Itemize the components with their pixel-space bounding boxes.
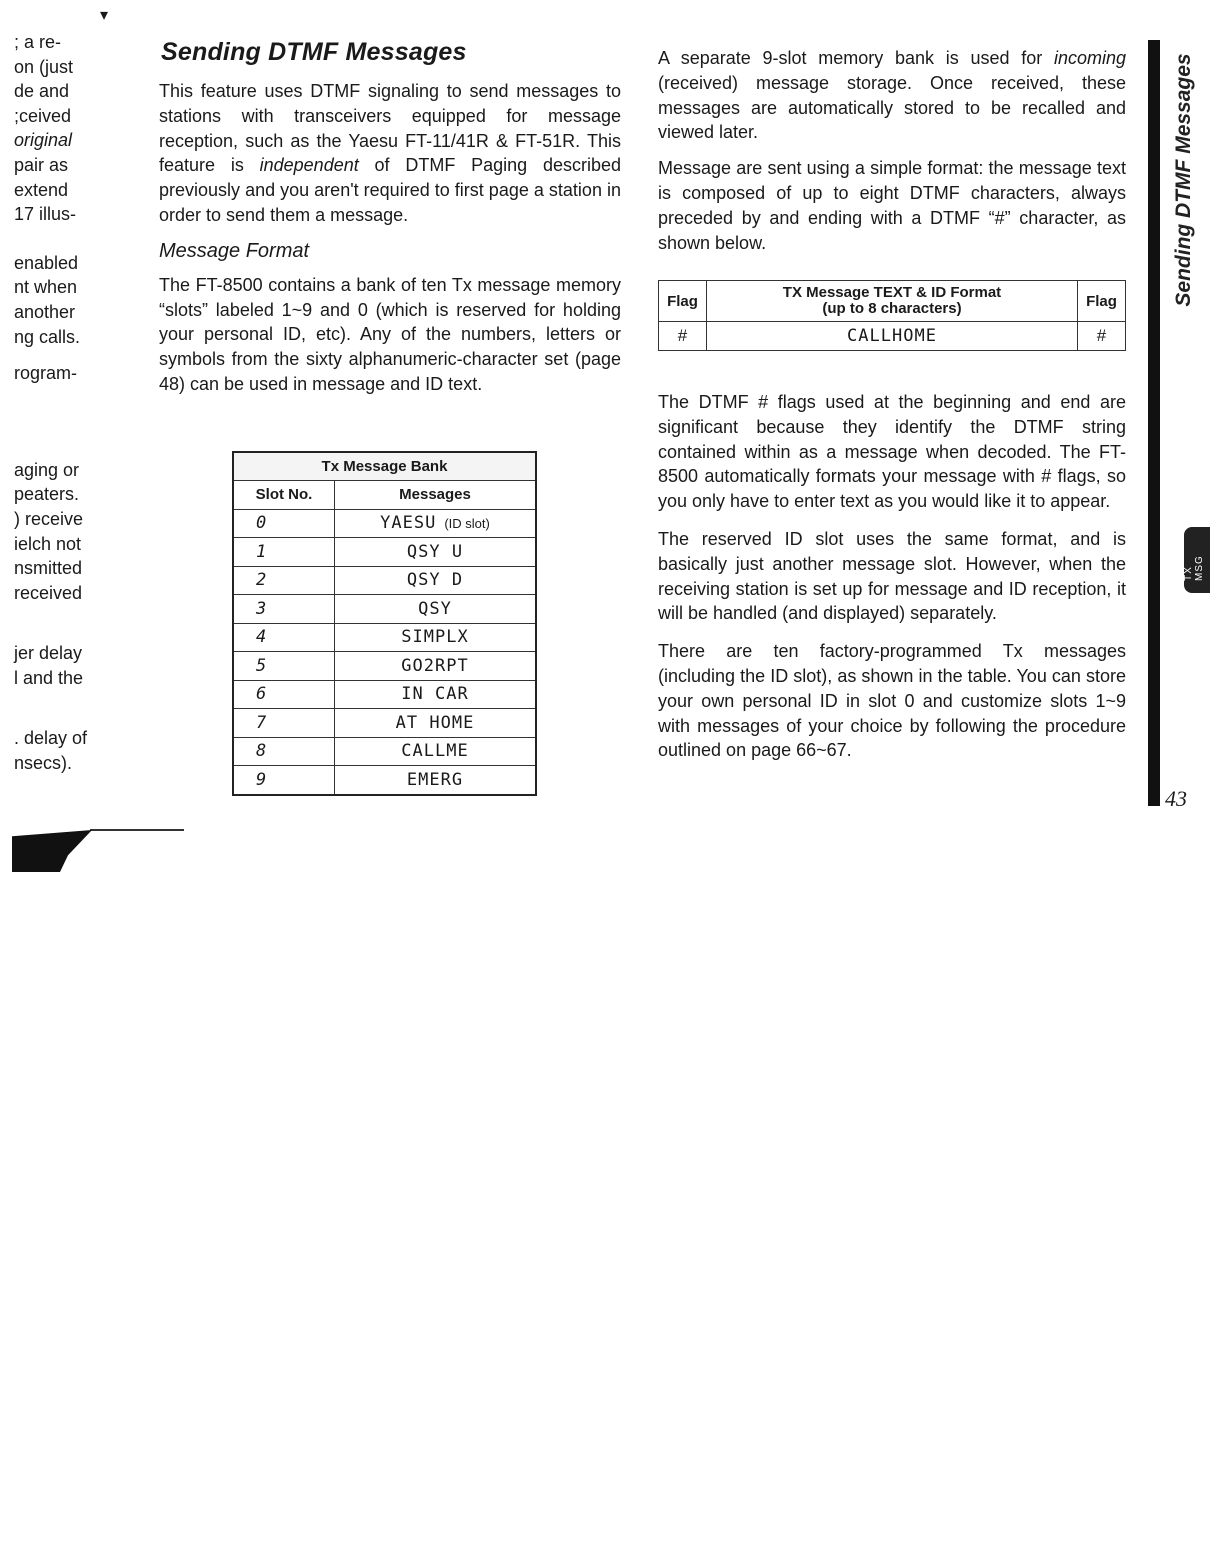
- chapter-tab-marker: TX MSG: [1184, 527, 1210, 593]
- left-line: ; a re-: [14, 32, 62, 52]
- section-side-bar: [1148, 40, 1160, 806]
- message-cell: QSY: [335, 595, 537, 624]
- slot-number: 3: [233, 595, 335, 624]
- format-header: TX Message TEXT & ID Format (up to 8 characters): [707, 281, 1078, 322]
- subheading: Message Format: [159, 239, 310, 262]
- left-line: l and the: [14, 667, 84, 688]
- slot-number: 1: [233, 538, 335, 567]
- left-line: de and: [14, 81, 70, 102]
- left-line: extend: [14, 179, 69, 200]
- left-line: . delay of: [14, 728, 88, 749]
- message-cell: QSY D: [335, 566, 537, 595]
- left-line: nsmitted: [14, 558, 83, 579]
- flag-hash-right: #: [1078, 322, 1126, 351]
- left-column-fragment: [14, 30, 114, 776]
- left-line: on (just: [14, 56, 74, 77]
- section-title: Sending DTMF Messages: [161, 38, 467, 66]
- left-line: received: [14, 582, 83, 603]
- middle-column: [159, 38, 621, 397]
- left-line: ) receive: [14, 508, 84, 529]
- intro-paragraph: This feature uses DTMF signaling to send messages to stations with transceivers equipped for message reception, such as the Yaesu FT-11/41R & FT-51R. This feature is independent of DTMF Paging described previously and you aren't required to first page a station in order to send them a message.: [159, 81, 621, 225]
- slot-number: 4: [233, 623, 335, 652]
- slot-number: 7: [233, 709, 335, 738]
- message-cell: AT HOME: [335, 709, 537, 738]
- table-row: [233, 652, 536, 681]
- left-line: ;ceived: [14, 105, 72, 126]
- column-header-slot: Slot No.: [233, 481, 335, 510]
- flags-paragraph: The DTMF # flags used at the beginning and end are significant because they identify the DTMF string contained within as a message when decoded. The FT-8500 automatically formats your message with # flags, so you only have to enter text as you would like it to appear.: [658, 392, 1126, 512]
- slot-number: 8: [233, 737, 335, 766]
- right-column-bottom: [658, 390, 1126, 776]
- tx-message-bank-table: [232, 451, 537, 796]
- table-row: [233, 709, 536, 738]
- divider: [90, 829, 184, 831]
- factory-messages-paragraph: There are ten factory-programmed Tx messages (including the ID slot), as shown in the table. You can store your own personal ID in slot 0 and customize slots 1~9 with messages of your choice by following the procedure outlined on page 66~67.: [658, 641, 1126, 761]
- table-row: [233, 509, 536, 538]
- table-row: [233, 766, 536, 795]
- example-message: CALLHOME: [707, 322, 1078, 351]
- id-slot-paragraph: The reserved ID slot uses the same format, and is basically just another message slot. However, when the receiving station is set up for message and ID reception, it will be handled (and displayed) separately.: [658, 528, 1126, 624]
- column-header-messages: Messages: [335, 481, 537, 510]
- message-cell: SIMPLX: [335, 623, 537, 652]
- left-line: enabled: [14, 252, 79, 273]
- message-cell: IN CAR: [335, 680, 537, 709]
- format-description-paragraph: Message are sent using a simple format: the message text is composed of up to eight DTMF characters, always preceded by and ending with a DTMF “#” character, as shown below.: [658, 158, 1126, 253]
- side-section-title: Sending DTMF Messages: [1172, 53, 1195, 307]
- message-cell: CALLME: [335, 737, 537, 766]
- left-line: jer delay: [14, 643, 83, 664]
- slot-number: 9: [233, 766, 335, 795]
- left-line: aging or: [14, 459, 80, 480]
- table-row: [233, 566, 536, 595]
- table-row: [233, 538, 536, 567]
- table-row: [233, 737, 536, 766]
- id-slot-note: (ID slot): [444, 516, 490, 532]
- table-row: [233, 623, 536, 652]
- message-cell: YAESU (ID slot): [335, 509, 537, 538]
- slot-number: 0: [233, 509, 335, 538]
- left-line: ng calls.: [14, 326, 81, 347]
- left-line: nt when: [14, 277, 78, 298]
- left-line: another: [14, 301, 76, 322]
- table-caption: Tx Message Bank: [233, 452, 536, 481]
- right-column-top: [658, 46, 1126, 266]
- message-cell: GO2RPT: [335, 652, 537, 681]
- left-line: ielch not: [14, 533, 82, 554]
- message-cell: EMERG: [335, 766, 537, 795]
- left-line: peaters.: [14, 484, 80, 505]
- left-line: pair as: [14, 154, 69, 175]
- slot-number: 6: [233, 680, 335, 709]
- page-number: 43: [1165, 786, 1187, 811]
- scan-smudge: [12, 830, 92, 872]
- slot-number: 2: [233, 566, 335, 595]
- flag-header-left: Flag: [659, 281, 707, 322]
- flag-header-right: Flag: [1078, 281, 1126, 322]
- left-line: nsecs).: [14, 753, 73, 774]
- flag-hash-left: #: [659, 322, 707, 351]
- left-line: 17 illus-: [14, 204, 77, 225]
- message-cell: QSY U: [335, 538, 537, 567]
- left-line: original: [14, 130, 73, 151]
- left-line: rogram-: [14, 363, 78, 384]
- incoming-paragraph: A separate 9-slot memory bank is used for incoming (received) message storage. Once received, these messages are automatically stored to be recalled and viewed later.: [658, 48, 1126, 143]
- message-format-table: [658, 280, 1126, 351]
- scan-mark: ▾: [100, 7, 109, 24]
- slot-number: 5: [233, 652, 335, 681]
- table-row: [233, 680, 536, 709]
- format-paragraph: The FT-8500 contains a bank of ten Tx message memory “slots” labeled 1~9 and 0 (which is reserved for holding your personal ID, etc). Any of the numbers, letters or symbols from the sixty alphanumeric-character set (page 48) can be used in message and ID text.: [159, 274, 621, 394]
- table-row: [233, 595, 536, 624]
